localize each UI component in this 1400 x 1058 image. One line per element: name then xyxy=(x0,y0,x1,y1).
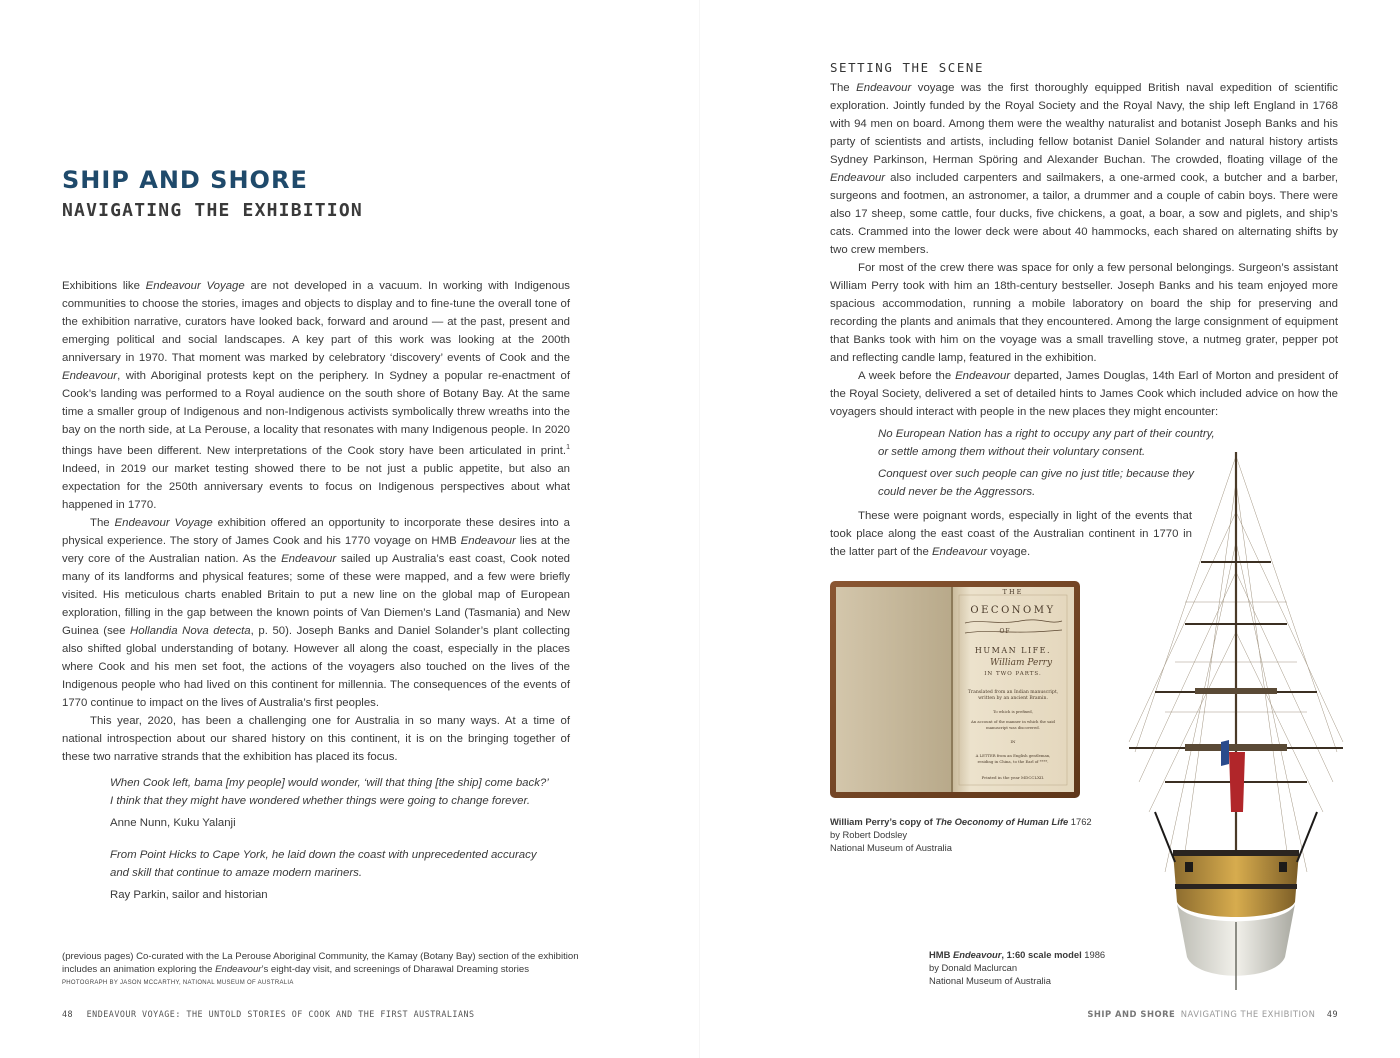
body-paragraph: For most of the crew there was space for only a few personal belongings. Surgeon’s assistant William Perry took with him an 18th-century bestseller. Joseph Banks and his team enjoyed more spacious accommodation, running a mobile laboratory on board the ship for preserving and recording the plants and animals that they encountered. Among the large consignment of equipment that Banks took with him on the voyage was a small travelling stove, a nutmeg grater, pepper pot and reflecting candle lamp, featured in the exhibition. xyxy=(830,262,1338,364)
hints-quote: Conquest over such people can give no just title; because they could never be the Aggressors. xyxy=(878,468,1194,498)
book-title-line: HUMAN LIFE. xyxy=(974,646,1052,655)
endeavour-ship-model-image xyxy=(1125,452,1347,992)
book-title-line: A LETTER from an English gentleman, xyxy=(975,753,1051,758)
book-title-line: To which is prefixed, xyxy=(993,709,1033,714)
right-paragraphs xyxy=(830,79,1338,421)
page-number-right: 49 xyxy=(1326,1009,1338,1019)
book-title-line: manuscript was discovered. xyxy=(986,725,1040,730)
page-subtitle: NAVIGATING THE EXHIBITION xyxy=(62,200,363,221)
quote-attribution: Ray Parkin, sailor and historian xyxy=(110,888,268,901)
epigraph-quote: From Point Hicks to Cape York, he laid down the coast with unprecedented accuracy and skill that continue to amaze modern mariners. xyxy=(110,848,537,879)
right-page xyxy=(700,0,1400,1058)
ship-caption-author: by Donald Maclurcan xyxy=(929,962,1018,973)
book-caption-owner: National Museum of Australia xyxy=(830,842,952,853)
hints-quote: No European Nation has a right to occupy any part of their country, or settle among them without their voluntary consent. xyxy=(878,428,1215,458)
footer-section: SHIP AND SHORE xyxy=(1087,1009,1176,1019)
book-title-line: residing in China, to the Earl of ****. xyxy=(977,759,1049,764)
left-quotes xyxy=(62,774,570,904)
book-title-line: Printed in the year MDCCLXII. xyxy=(981,775,1045,780)
book-title-line: IN TWO PARTS. xyxy=(984,671,1042,677)
previous-pages-caption xyxy=(62,950,582,990)
ship-caption-scale: , 1:60 scale model xyxy=(1001,949,1082,960)
quote-attribution: Anne Nunn, Kuku Yalanji xyxy=(110,816,236,829)
book-title-line: Translated from an Indian manuscript, xyxy=(967,690,1059,695)
body-paragraph: The Endeavour Voyage exhibition offered an opportunity to incorporate these desires into a physical experience. The story of James Cook and his 1770 voyage on HMB Endeavour lies at the very core of the Australian nation. As the Endeavour sailed up Australia’s east coast, Cook noted many of its landforms and physical features; some of these were mapped, and a few were briefly visited. His meticulous charts enabled Britain to put a new line on the global map of European exploration, filling in the gap between the known points of Van Diemen’s Land (Tasmania) and New Guinea (see Hollandia Nova detecta, p. 50). Joseph Banks and Daniel Solander’s plant collecting also shifted global understanding of botany. However all along the coast, especially in the places where Cook and his men set foot, the actions of the voyagers also touched on the lives of the Indigenous people who had lived on this continent for millennia. The consequences of the events of 1770 continue to impact on the lives of Australia’s first peoples. xyxy=(62,516,571,709)
page-title: SHIP AND SHORE xyxy=(62,166,308,194)
book-caption xyxy=(830,815,1120,854)
ship-caption xyxy=(929,948,1149,987)
section-heading: SETTING THE SCENE xyxy=(830,60,985,75)
oeconomy-book-image xyxy=(830,581,1080,798)
book-caption-author: by Robert Dodsley xyxy=(830,829,908,840)
running-title: ENDEAVOUR VOYAGE: THE UNTOLD STORIES OF COOK AND THE FIRST AUSTRALIANS xyxy=(86,1009,475,1019)
ship-caption-name: Endeavour xyxy=(952,949,1002,960)
previous-pages-caption-text: (previous pages) Co-curated with the La Perouse Aboriginal Community, the Kamay (Botany Bay) section of the exhibition includes an animation exploring the Endeavour’s eight-day visit, and screenings of Dharawal Dreaming stories xyxy=(62,951,579,975)
photo-credit: PHOTOGRAPH BY JASON MCCARTHY, NATIONAL MUSEUM OF AUSTRALIA xyxy=(62,980,294,986)
footer-subsection: NAVIGATING THE EXHIBITION xyxy=(1180,1009,1316,1019)
ship-caption-owner: National Museum of Australia xyxy=(929,975,1051,986)
book-title-line: THE xyxy=(1002,588,1024,596)
ship-caption-lead: HMB xyxy=(929,949,953,960)
book-title-line: OECONOMY xyxy=(970,605,1056,616)
ship-caption-year: 1986 xyxy=(1081,949,1106,960)
closing-paragraph: These were poignant words, especially in light of the events that took place along the east coast of the Australian continent in 1770 in the latter part of the Endeavour voyage. xyxy=(830,510,1192,558)
epigraph-quote: When Cook left, bama [my people] would wonder, ‘will that thing [the ship] come back?’ I think that they might have wondered whether things were going to change forever. xyxy=(110,776,549,807)
body-paragraph: The Endeavour voyage was the first thoroughly equipped British naval expedition of scientific exploration. Jointly funded by the Royal Society and the Royal Navy, the ship left England in 1768 with 94 men on board. Among them were the wealthy naturalist and botanist Joseph Banks and his party of scientists and artists, including fellow botanist Daniel Solander and natural history artists Sydney Parkinson, Herman Spöring and Alexander Buchan. The crowded, floating village of the Endeavour also included carpenters and sailmakers, a one-armed cook, a butcher and a barber, surgeons and footmen, an astronomer, a tailor, a drummer and a couple of cabin boys. There were also 17 sheep, some cattle, four ducks, five chickens, a goat, a boar, a sow and piglets, and ship’s cats. Crammed into the lower deck were about 40 hammocks, each shared on alternating shifts by two crew members. xyxy=(830,82,1338,256)
book-caption-title: The Oeconomy of Human Life xyxy=(935,816,1069,827)
page-number-left: 48 xyxy=(62,1009,74,1019)
book-inscription: William Perry xyxy=(990,658,1053,668)
footer-left xyxy=(62,1009,475,1019)
book-caption-year: 1762 xyxy=(1068,816,1092,827)
book-title-line: OF xyxy=(999,628,1011,635)
body-paragraph: Exhibitions like Endeavour Voyage are not developed in a vacuum. In working with Indigenous communities to choose the stories, images and objects to display and to fine-tune the overall tone of the exhibition narrative, curators have looked back, forward and around — at the past, present and emerging political and social landscapes. A key part of this work was looking at the 200th anniversary in 1970. That moment was marked by celebratory ‘discovery’ events of Cook and the Endeavour, with Aboriginal protests kept on the periphery. In Sydney a popular re-enactment of Cook’s landing was performed to a Royal audience on the south shore of Botany Bay. At the same time a smaller group of Indigenous and non-Indigenous activists symbolically threw wreaths into the bay on the north side, at La Perouse, a locality that resonates with many Indigenous people. In 2020 things have been different. New interpretations of the Cook story have been articulated in print.$^1$ Indeed, in 2019 our market testing showed there to be not just a public appetite, but also an expectation for the 250th anniversary events to focus on Indigenous perspectives about what happened in 1770. xyxy=(62,280,570,511)
book-caption-lead: William Perry’s copy of xyxy=(830,816,936,827)
body-paragraph: This year, 2020, has been a challenging one for Australia in so many ways. At a time of national introspection about our shared history on this continent, it is on the bringing together of these two narrative strands that the exhibition has placed its focus. xyxy=(62,714,570,763)
left-paragraphs xyxy=(62,277,570,766)
footer-right xyxy=(1087,1009,1338,1019)
book-title-line: written by an ancient Bramin. xyxy=(978,696,1048,701)
book-title-line: An account of the manner in which the said xyxy=(970,719,1056,724)
left-body-text xyxy=(62,277,570,918)
body-paragraph: A week before the Endeavour departed, James Douglas, 14th Earl of Morton and president of the Royal Society, delivered a set of detailed hints to James Cook which included advice on how the voyagers should interact with people in the new places they might encounter: xyxy=(830,370,1338,418)
book-title-line: IN xyxy=(1010,739,1016,744)
